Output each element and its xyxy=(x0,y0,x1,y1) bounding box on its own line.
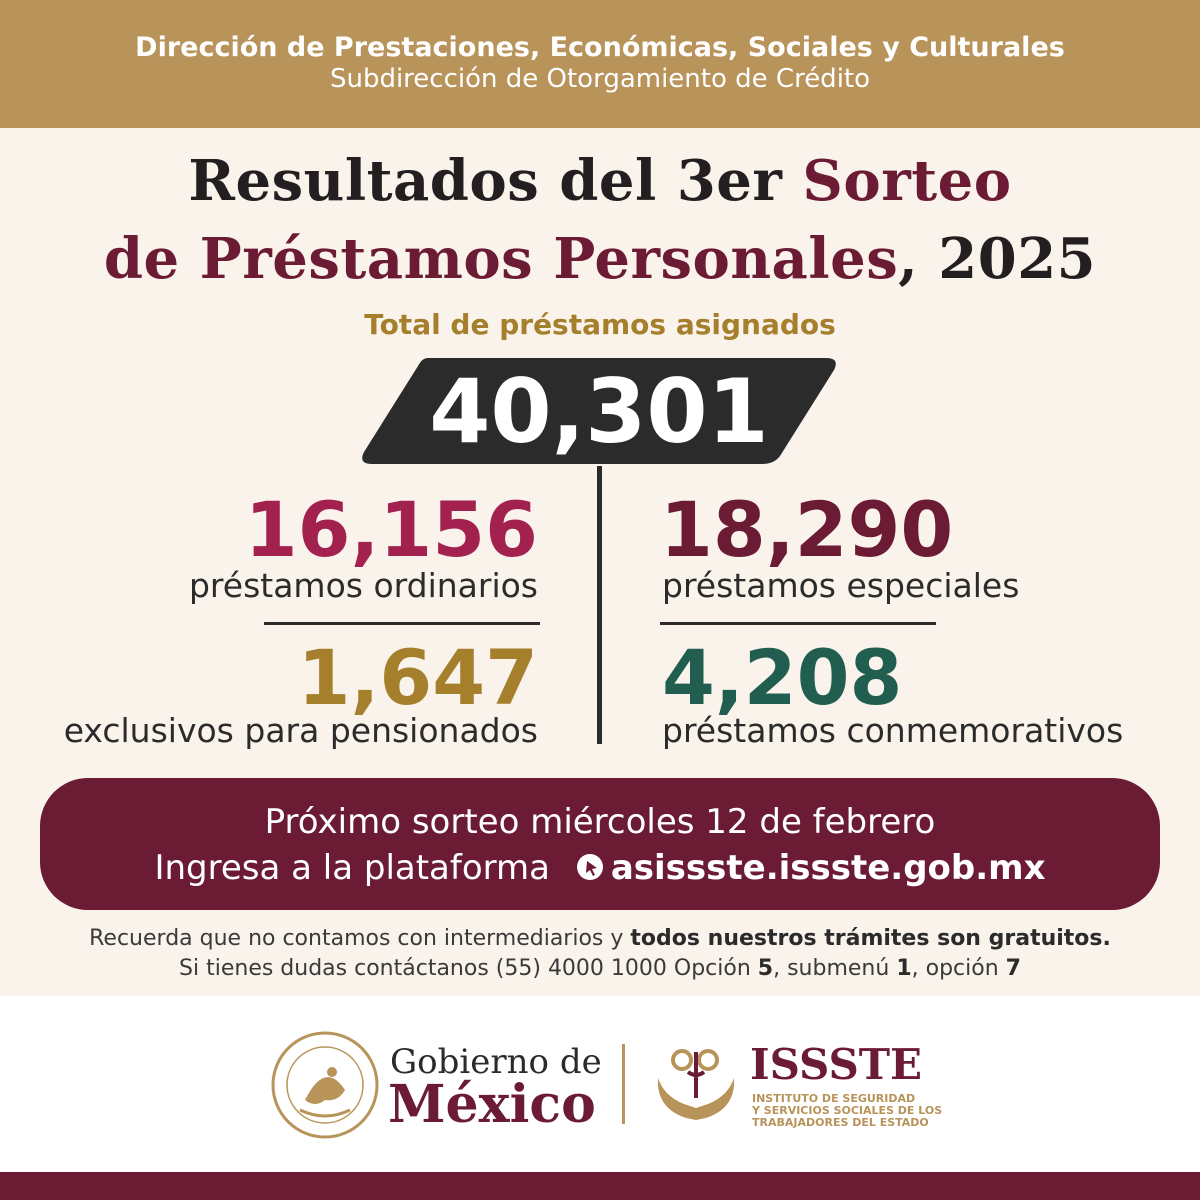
title-part-highlight: Sorteo xyxy=(802,148,1012,214)
issste-subtitle-2: Y SERVICIOS SOCIALES DE LOS xyxy=(752,1104,943,1117)
contact-line xyxy=(0,956,1200,981)
mexico-label: México xyxy=(388,1074,596,1135)
logo-separator xyxy=(622,1044,625,1124)
contact-option: 5 xyxy=(757,956,774,981)
globe-cursor-icon xyxy=(575,851,605,881)
total-value: 40,301 xyxy=(429,360,769,463)
title-part: Resultados del 3er xyxy=(188,148,803,214)
issste-label: ISSSTE xyxy=(750,1040,923,1089)
page-title-line1 xyxy=(0,148,1200,214)
platform-url-link[interactable]: asissste.issste.gob.mx xyxy=(610,848,1046,888)
header-directorate: Dirección de Prestaciones, Económicas, Sociales y Culturales xyxy=(135,32,1065,63)
contact-text: , submenú xyxy=(773,956,897,981)
title-part-highlight: de Préstamos Personales xyxy=(103,226,899,292)
especiales-value: 18,290 xyxy=(660,485,954,574)
conmemorativos-value: 4,208 xyxy=(662,633,903,722)
contact-submenu: 1 xyxy=(896,956,912,981)
next-draw-banner xyxy=(40,778,1160,910)
header-banner xyxy=(0,0,1200,128)
center-divider xyxy=(597,466,602,744)
disclaimer-bold: todos nuestros trámites son gratuitos. xyxy=(630,926,1111,951)
disclaimer-line1 xyxy=(0,926,1200,951)
left-divider xyxy=(264,622,540,625)
gobierno-label: Gobierno de xyxy=(390,1042,602,1082)
disclaimer-text: Recuerda que no contamos con intermediarios y xyxy=(89,926,631,951)
issste-subtitle-1: INSTITUTO DE SEGURIDAD xyxy=(752,1092,916,1105)
ordinarios-label: préstamos ordinarios xyxy=(188,566,538,605)
issste-hands-icon xyxy=(652,1038,740,1122)
conmemorativos-label: préstamos conmemorativos xyxy=(662,711,1124,750)
platform-prefix: Ingresa a la plataforma xyxy=(154,848,551,888)
mexico-seal-icon xyxy=(270,1030,380,1140)
issste-subtitle-3: TRABAJADORES DEL ESTADO xyxy=(752,1116,929,1129)
total-label: Total de préstamos asignados xyxy=(364,308,836,341)
contact-option-final: 7 xyxy=(1005,956,1021,981)
right-divider xyxy=(660,622,936,625)
next-draw-date: Próximo sorteo miércoles 12 de febrero xyxy=(264,802,936,842)
especiales-label: préstamos especiales xyxy=(662,566,1020,605)
ordinarios-value: 16,156 xyxy=(244,485,538,574)
title-part: , 2025 xyxy=(898,226,1097,292)
platform-line xyxy=(40,848,1160,888)
contact-text: Si tienes dudas contáctanos (55) 4000 1000 Opción xyxy=(179,956,758,981)
footer-logos xyxy=(0,996,1200,1172)
contact-text: , opción xyxy=(911,956,1006,981)
pensionados-value: 1,647 xyxy=(297,633,538,722)
total-badge xyxy=(356,352,842,470)
page-title-line2 xyxy=(0,226,1200,292)
header-subdirectorate: Subdirección de Otorgamiento de Crédito xyxy=(329,64,871,94)
pensionados-label: exclusivos para pensionados xyxy=(63,711,538,750)
bottom-strip xyxy=(0,1172,1200,1200)
